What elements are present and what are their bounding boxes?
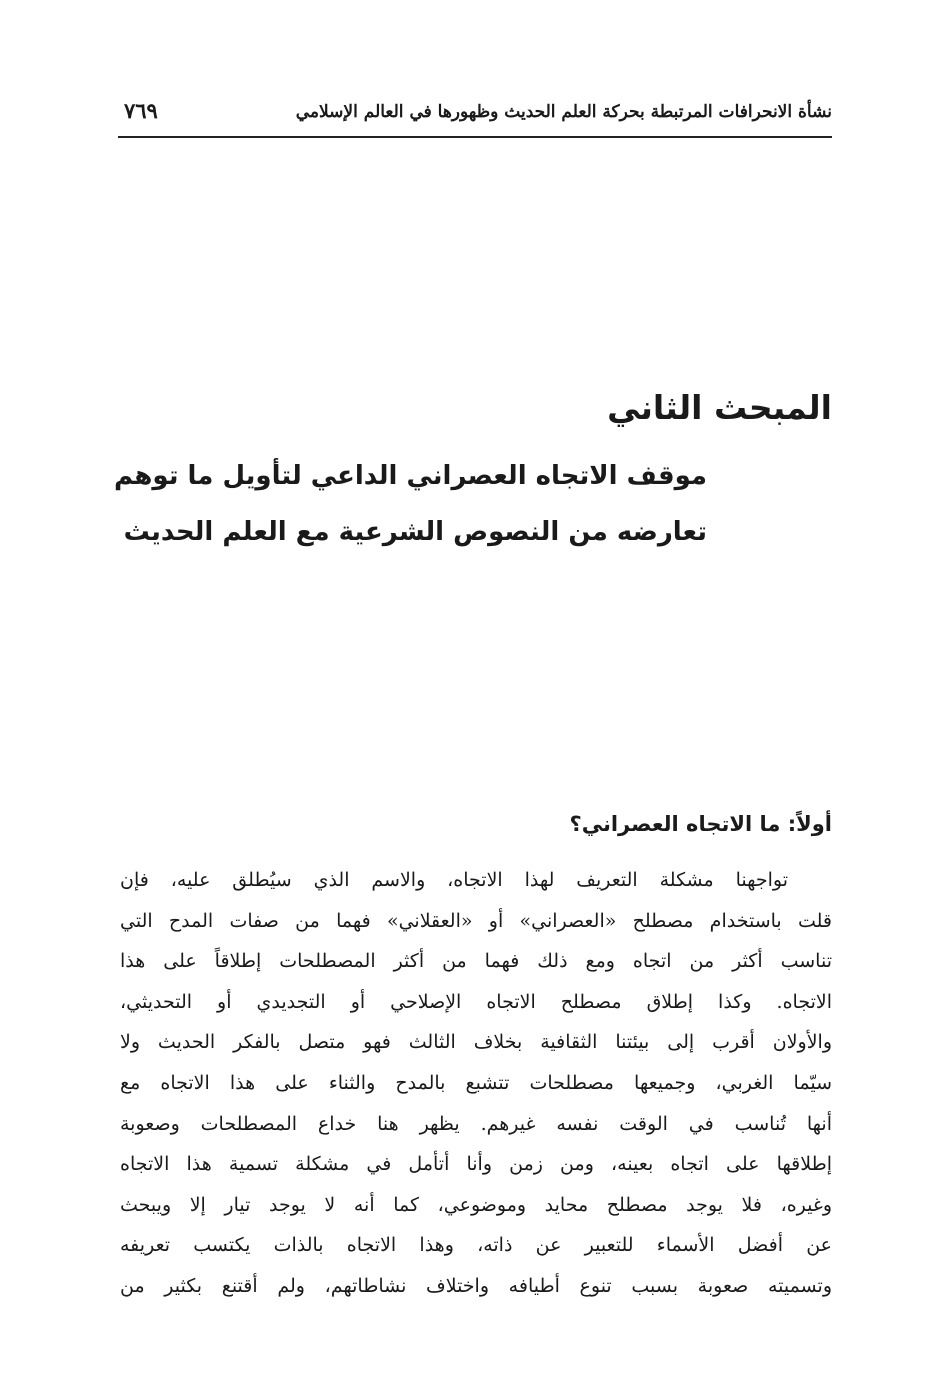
paragraph-line: الاتجاه. وكذا إطلاق مصطلح الاتجاه الإصلاحي أو التجديدي أو التحديثي، — [120, 990, 832, 1013]
paragraph-line: والأولان أقرب إلى بيئتنا الثقافية بخلاف الثالث فهو متصل بالفكر الحديث ولا — [120, 1031, 832, 1054]
running-title: نشأة الانحرافات المرتبطة بحركة العلم الحديث وظهورها في العالم الإسلامي — [295, 102, 832, 122]
paragraph-line: وتسميته صعوبة بسبب تنوع أطيافه واختلاف نشاطاتهم، ولم أقتنع بكثير من — [120, 1274, 832, 1297]
paragraph-line: إطلاقها على اتجاه بعينه، ومن زمن وأنا أتأمل في مشكلة تسمية هذا الاتجاه — [120, 1153, 832, 1176]
section-subtitle-line: موقف الاتجاه العصراني الداعي لتأويل ما توهم — [114, 461, 707, 491]
paragraph-line: سيّما الغربي، وجميعها مصطلحات تتشبع بالمدح والثناء على هذا الاتجاه مع — [120, 1071, 832, 1094]
paragraph-line: تواجهنا مشكلة التعريف لهذا الاتجاه، والاسم الذي سيُطلق عليه، فإن — [120, 869, 788, 891]
paragraph-line: تناسب أكثر من اتجاه ومع ذلك فهما من أكثر المصطلحات إطلاقاً على هذا — [120, 950, 832, 973]
section-subtitle-line: تعارضه من النصوص الشرعية مع العلم الحديث — [123, 517, 707, 547]
section-heading: المبحث الثاني — [607, 388, 832, 427]
section-subtitle — [114, 448, 707, 560]
paragraph-line: وغيره، فلا يوجد مصطلح محايد وموضوعي، كما أنه لا يوجد تيار إلا ويبحث — [120, 1193, 832, 1216]
subsection-heading: أولاً: ما الاتجاه العصراني؟ — [569, 812, 832, 836]
paragraph-line: قلت باستخدام مصطلح «العصراني» أو «العقلاني» فهما من صفات المدح التي — [120, 909, 832, 932]
body-paragraph — [120, 860, 832, 1307]
paragraph-line: عن أفضل الأسماء للتعبير عن ذاته، وهذا الاتجاه بالذات يكتسب تعريفه — [120, 1234, 832, 1257]
running-header — [118, 96, 832, 138]
page-number: ٧٦٩ — [124, 98, 158, 123]
paragraph-line: أنها تُناسب في الوقت نفسه غيرهم. يظهر هنا خداع المصطلحات وصعوبة — [120, 1112, 832, 1135]
